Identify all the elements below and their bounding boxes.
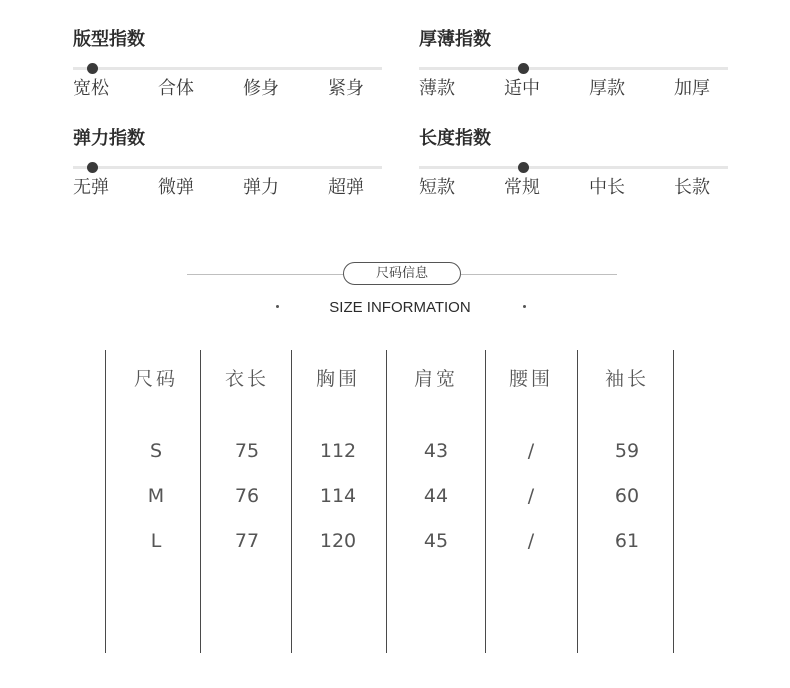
bullet-right — [523, 305, 526, 308]
cell-length: 76 — [234, 485, 260, 507]
divider-left — [187, 274, 344, 275]
divider-right — [461, 274, 617, 275]
header-chest: 胸围 — [315, 368, 360, 390]
length-option: 常规 — [504, 177, 540, 198]
header-length: 衣长 — [224, 368, 269, 390]
thickness-index-title: 厚薄指数 — [419, 29, 491, 50]
header-waist: 腰围 — [508, 368, 553, 390]
length-option: 短款 — [419, 177, 455, 198]
cell-waist: / — [527, 530, 535, 552]
header-shoulder: 肩宽 — [413, 368, 458, 390]
cell-chest: 114 — [319, 485, 357, 507]
cell-shoulder: 44 — [423, 485, 449, 507]
cell-length: 75 — [234, 440, 260, 462]
cell-shoulder: 45 — [423, 530, 449, 552]
thickness-option: 加厚 — [674, 78, 710, 99]
cell-chest: 112 — [319, 440, 357, 462]
size-section-title: 尺码信息 — [343, 262, 461, 285]
column-rule — [386, 350, 387, 653]
fit-index-title: 版型指数 — [73, 29, 145, 50]
cell-shoulder: 43 — [423, 440, 449, 462]
header-sleeve: 袖长 — [604, 368, 649, 390]
length-option: 长款 — [674, 177, 710, 198]
bullet-left — [276, 305, 279, 308]
length-index-track — [419, 166, 728, 169]
elasticity-index-title: 弹力指数 — [73, 128, 145, 149]
column-rule — [105, 350, 106, 653]
cell-sleeve: 61 — [614, 530, 640, 552]
elasticity-index-marker — [87, 162, 98, 173]
cell-waist: / — [527, 485, 535, 507]
thickness-option: 厚款 — [589, 78, 625, 99]
fit-option: 合体 — [158, 78, 194, 99]
size-section-subtitle: SIZE INFORMATION — [329, 299, 471, 316]
length-option: 中长 — [589, 177, 625, 198]
thickness-option: 适中 — [504, 78, 540, 99]
cell-size: L — [150, 530, 162, 552]
fit-option: 宽松 — [73, 78, 109, 99]
cell-size: M — [147, 485, 165, 507]
elasticity-option: 无弹 — [73, 177, 109, 198]
cell-length: 77 — [234, 530, 260, 552]
fit-option: 修身 — [243, 78, 279, 99]
cell-waist: / — [527, 440, 535, 462]
elasticity-option: 弹力 — [243, 177, 279, 198]
fit-index-track — [73, 67, 382, 70]
length-index-title: 长度指数 — [419, 128, 491, 149]
cell-size: S — [149, 440, 163, 462]
cell-chest: 120 — [319, 530, 357, 552]
fit-index-marker — [87, 63, 98, 74]
fit-option: 紧身 — [328, 78, 364, 99]
header-size: 尺码 — [133, 368, 178, 390]
cell-sleeve: 59 — [614, 440, 640, 462]
cell-sleeve: 60 — [614, 485, 640, 507]
thickness-index-marker — [518, 63, 529, 74]
length-index-marker — [518, 162, 529, 173]
elasticity-option: 超弹 — [328, 177, 364, 198]
thickness-index-track — [419, 67, 728, 70]
elasticity-option: 微弹 — [158, 177, 194, 198]
elasticity-index-track — [73, 166, 382, 169]
thickness-option: 薄款 — [419, 78, 455, 99]
